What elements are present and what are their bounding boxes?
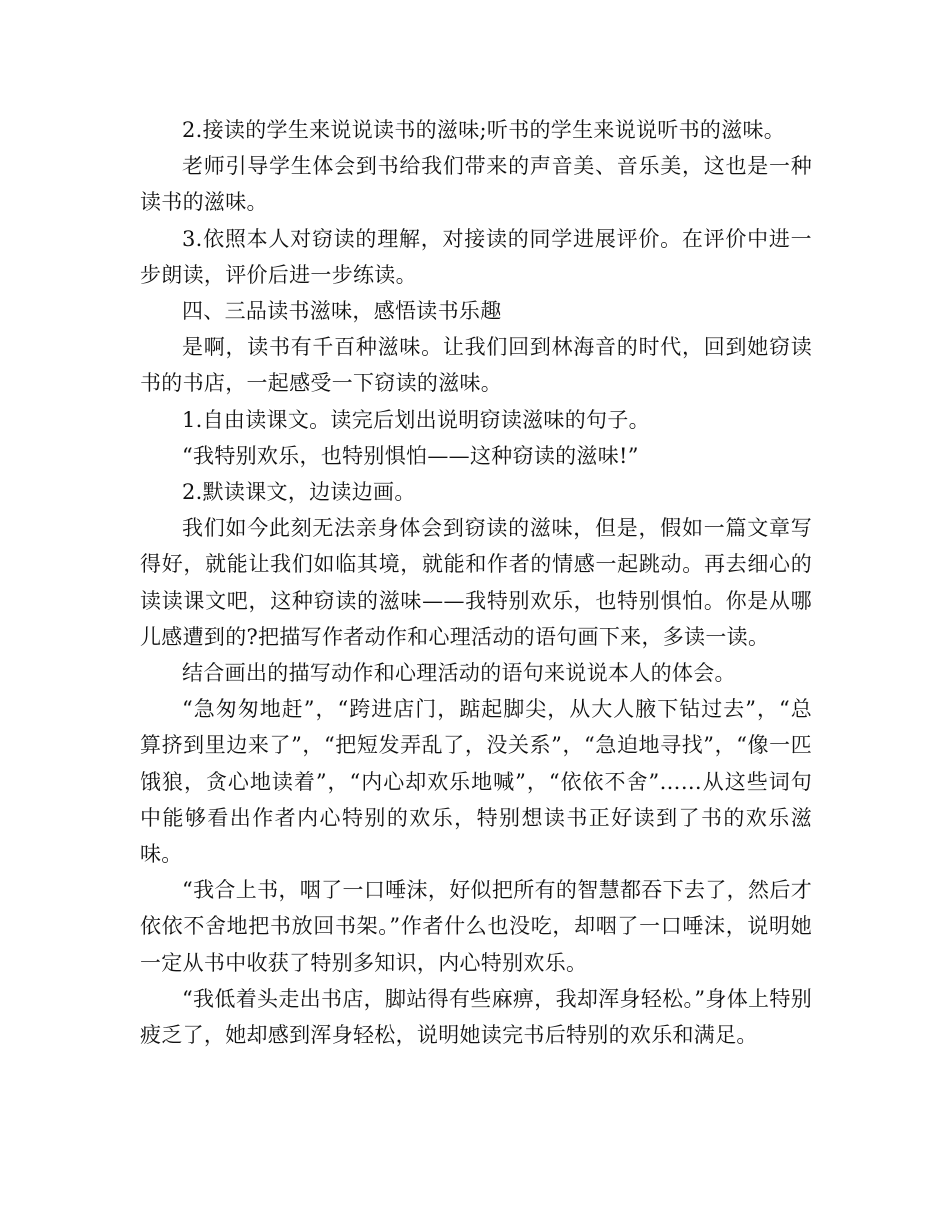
paragraph-10: 结合画出的描写动作和心理活动的语句来说说本人的体会。 (182, 661, 736, 686)
paragraph-11: “急匆匆地赶”，“跨进店门，踮起脚尖，从大人腋下钻过去”，“总算挤到里边来了”，“把短发弄乱了，没关系”，“急迫地寻找”，“像一匹饿狼，贪心地读着”，“内心却欢乐地喊”，“依依不舍”……从这些词句中能够看出作者内心特别的欢乐，特别想读书正好读到了书的欢乐滋味。 (140, 697, 812, 867)
paragraph-12: “我合上书，咽了一口唾沫，好似把所有的智慧都吞下去了，然后才依依不舍地把书放回书架。”作者什么也没吃，却咽了一口唾沫，说明她一定从书中收获了特别多知识，内心特别欢乐。 (140, 878, 812, 975)
paragraph-8: 2.默读课文，边读边画。 (182, 480, 416, 505)
paragraph-6: 1.自由读课文。读完后划出说明窃读滋味的句子。 (182, 407, 650, 432)
paragraph-5: 是啊，读书有千百种滋味。让我们回到林海音的时代，回到她窃读书的书店，一起感受一下窃读的滋味。 (140, 335, 812, 396)
paragraph-2: 老师引导学生体会到书给我们带来的声音美、音乐美，这也是一种读书的滋味。 (140, 154, 812, 215)
document-body (140, 112, 812, 1053)
paragraph-1: 2.接读的学生来说说读书的滋味;听书的学生来说说听书的滋味。 (182, 118, 786, 142)
paragraph-9: 我们如今此刻无法亲身体会到窃读的滋味，但是，假如一篇文章写得好，就能让我们如临其境，就能和作者的情感一起跳动。再去细心的读读课文吧，这种窃读的滋味——我特别欢乐，也特别惧怕。你是从哪儿感遭到的?把描写作者动作和心理活动的语句画下来，多读一读。 (140, 516, 812, 649)
quote-paragraph: “我特别欢乐，也特别惧怕——这种窃读的滋味!” (182, 443, 639, 468)
paragraph-3: 3.依照本人对窃读的理解，对接读的同学进展评价。在评价中进一步朗读，评价后进一步练读。 (140, 226, 812, 287)
section-heading: 四、三品读书滋味，感悟读书乐趣 (182, 299, 502, 324)
paragraph-13: “我低着头走出书店，脚站得有些麻痹，我却浑身轻松。”身体上特别疲乏了，她却感到浑身轻松，说明她读完书后特别的欢乐和满足。 (140, 986, 812, 1048)
